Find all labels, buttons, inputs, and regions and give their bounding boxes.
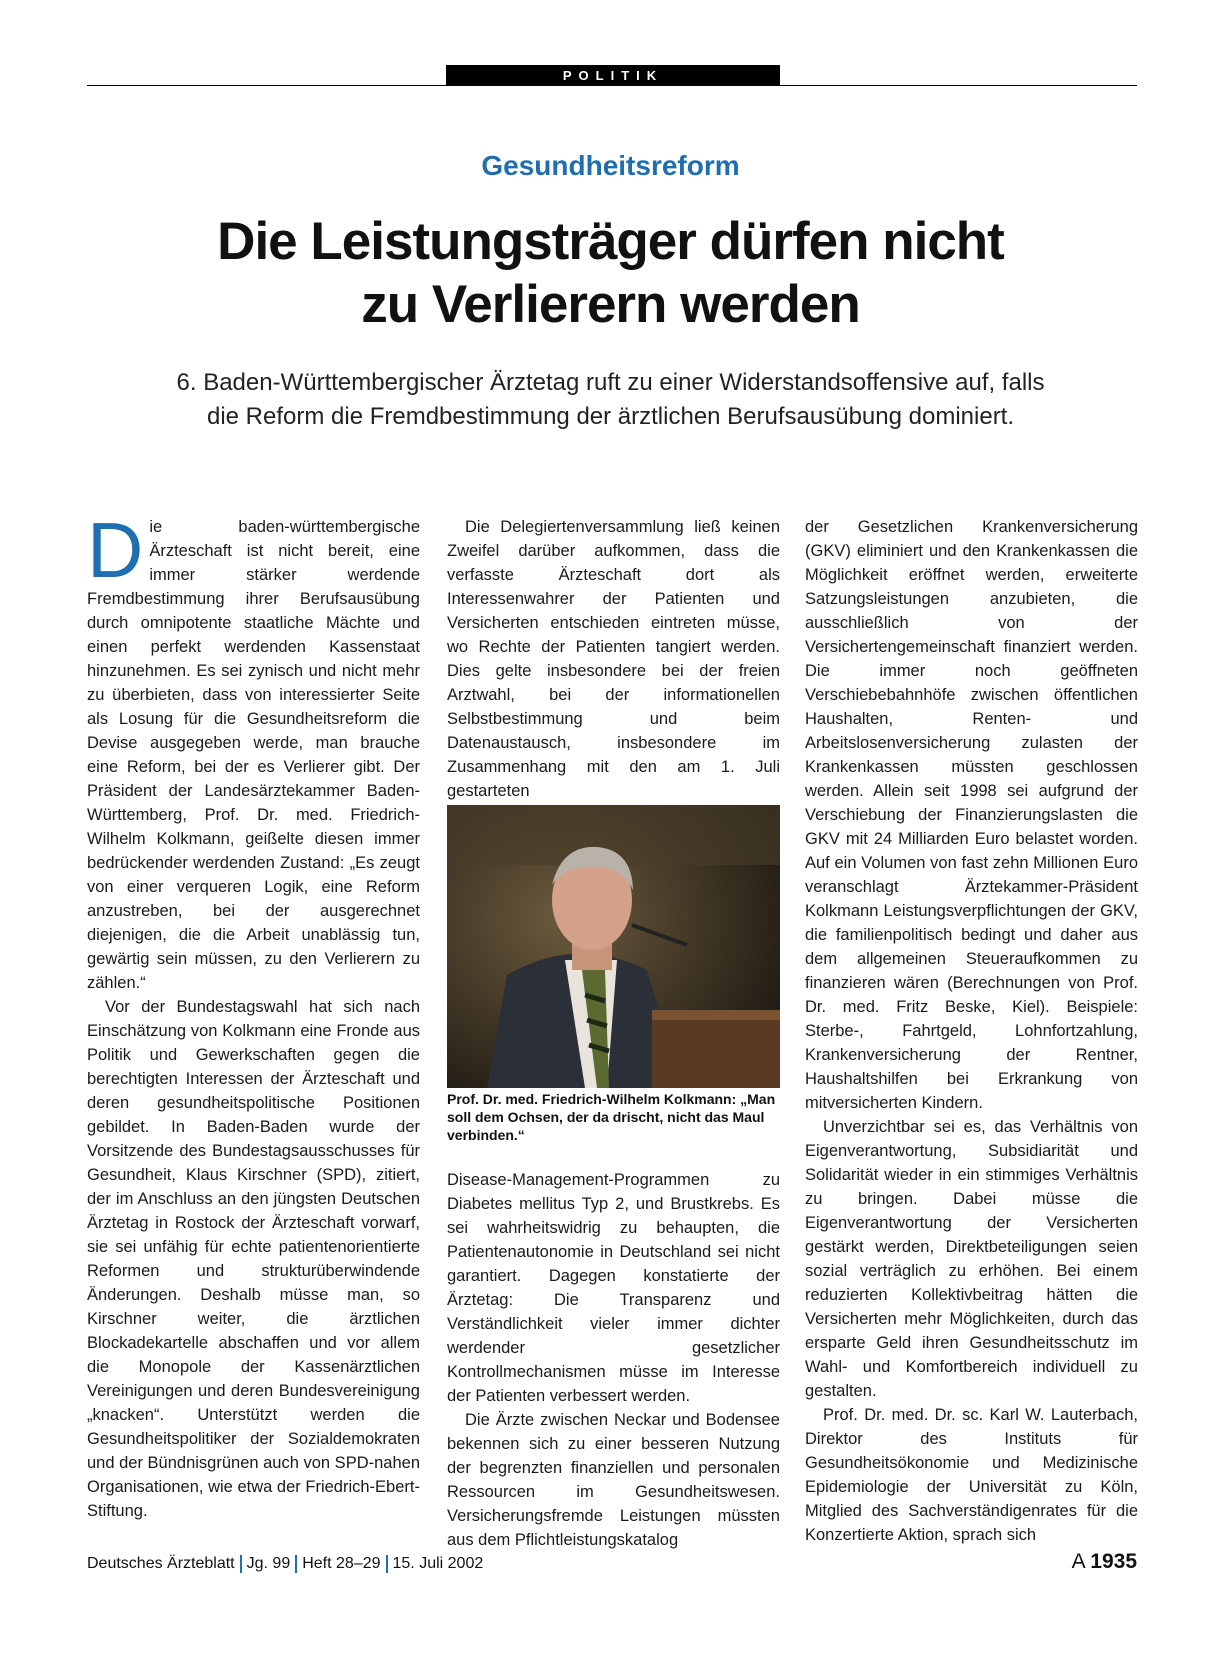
issue: Heft 28–29 (302, 1555, 381, 1573)
article-kicker: Gesundheitsreform (481, 150, 740, 181)
article-title (0, 210, 1221, 336)
footer-citation (87, 1555, 483, 1573)
footer-separator (295, 1555, 297, 1573)
paragraph: Die Delegiertenversammlung ließ keinen Zweifel darüber aufkommen, dass die verfasste Ärzteschaft dort als Interessenwahrer der Patienten und Versicherten entschieden eintreten müsse, wo Rechte der Patienten tangiert werden. Dies gelte insbesondere bei der freien Arztwahl, bei der informationellen Selbstbestimmung und beim Datenaustausch, insbesondere im Zusammenhang mit den am 1. Juli gestarteten (447, 518, 780, 800)
paragraph: Die baden-württembergische Ärzteschaft ist nicht bereit, eine immer stärker werdende Fremdbestimmung ihrer Berufsausübung durch omnipotente staatliche Mächte und einen perfekt werdenden Kassenstaat hinzunehmen. Es sei zynisch und nicht mehr zu überbieten, dass von interessierter Seite als Losung für die Gesundheitsreform die Devise ausgegeben werde, man brauche eine Reform, bei der es Verlierer gibt. Der Präsident der Landesärztekammer Baden-Württemberg, Prof. Dr. med. Friedrich-Wilhelm Kolkmann, geißelte diesen immer bedrückender werdenden Zustand: „Es zeugt von einer verqueren Logik, eine Reform anzustreben, bei der ausgerechnet diejenigen, die die Arbeit unablässig tun, gewärtig sein müssen, zu den Verlierern zu zählen.“ (87, 506, 420, 992)
page-prefix: A (1071, 1550, 1085, 1573)
footer-separator (240, 1555, 242, 1573)
paragraph: der Gesetzlichen Krankenversicherung (GKV) eliminiert und den Krankenkassen die Möglichkeit eröffnet werden, erweiterte Satzungsleistungen anzubieten, die ausschließlich von der Versichertengemeinschaft finanziert werden. Die immer noch geöffneten Verschiebebahnhöfe zwischen öffentlichen Haushalten, Renten- und Arbeitslosenversicherung zulasten der Krankenkassen müssten geschlossen werden. Allein seit 1998 sei aufgrund der Verschiebung der Finanzierungslasten die GKV mit 24 Milliarden Euro belastet worden. Auf ein Volumen von fast zehn Millionen Euro veranschlagt Ärztekammer-Präsident Kolkmann Leistungsverpflichtungen der GKV, die familienpolitisch bedingt und daher aus dem allgemeinen Steueraufkommen zu finanzieren wären (Berechnungen von Prof. Dr. med. Fritz Beske, Kiel). Beispiele: Sterbe-, Fahrtgeld, Lohnfortzahlung, Krankenversicherung der Rentner, Haushaltshilfen bei Erkrankung von mitversicherten Kindern. (805, 518, 1138, 1112)
paragraph: Unverzichtbar sei es, das Verhältnis von Eigenverantwortung, Subsidiarität und Solidarität wieder in ein stimmiges Verhältnis zu bringen. Dabei müsse die Eigenverantwortung der Versicherten gestärkt werden, Direktbeteiligungen seien sozial verträglich zu erhöhen. Bei einem reduzierten Kollektivbeitrag hätten die Versicherten mehr Möglichkeiten, durch das ersparte Geld ihren Gesundheitsschutz im Wahl- und Komfortbereich individuell zu gestalten. (805, 1118, 1138, 1400)
paragraph: Vor der Bundestagswahl hat sich nach Einschätzung von Kolkmann eine Fronde aus Politik und Gewerkschaften gegen die berechtigten Interessen der Ärzteschaft und deren gesundheitspolitische Positionen gebildet. In Baden-Baden wurde der Vorsitzende des Bundestagsausschusses für Gesundheit, Klaus Kirschner (SPD), zitiert, der im Anschluss an den jüngsten Deutschen Ärztetag in Rostock der Ärzteschaft vorwarf, sie sei unfähig für echte patientenorientierte Reformen und strukturüberwindende Änderungen. Deshalb müsse man, so Kirschner weiter, die ärztlichen Blockadekartelle abschaffen und vor allem die Monopole der Kassenärztlichen Vereinigungen und deren Bundesvereinigung „knacken“. Unterstützt werden die Gesundheitspolitiker der Sozialdemokraten und der Bündnisgrünen auch von SPD-nahen Organisationen, wie etwa der Friedrich-Ebert-Stiftung. (87, 998, 420, 1520)
portrait-photo (447, 805, 780, 1088)
article-subtitle: 6. Baden-Württembergischer Ärztetag ruft zu einer Widerstandsoffensive auf, falls die Reform die Fremdbestimmung der ärztlichen Berufsausübung dominiert. (176, 369, 1045, 430)
paragraph: Disease-Management-Programmen zu Diabetes mellitus Typ 2, und Brustkrebs. Es sei wahrheitswidrig zu behaupten, die Patientenautonomie in Deutschland sei nicht garantiert. Dagegen konstatierte der Ärztetag: Die Transparenz und Verständlichkeit vieler immer dichter werdender gesetzlicher Kontrollmechanismen müsse im Interesse der Patienten verbessert werden. (447, 1171, 780, 1405)
text-column-3 (805, 515, 1138, 1555)
date: 15. Juli 2002 (392, 1555, 484, 1573)
text-column-2-top (447, 515, 780, 800)
portrait-illustration (447, 805, 780, 1088)
title-line-1: Die Leistungsträger dürfen nicht (217, 212, 1004, 271)
drop-cap: D (87, 506, 144, 594)
paragraph: Prof. Dr. med. Dr. sc. Karl W. Lauterbach, Direktor des Instituts für Gesundheitsökonomie und Medizinische Epidemiologie der Universität zu Köln, Mitglied des Sachverständigenrates für die Konzertierte Aktion, sprach sich (805, 1406, 1138, 1544)
page-number (1072, 1550, 1137, 1574)
photo-caption: Prof. Dr. med. Friedrich-Wilhelm Kolkmann: „Man soll dem Ochsen, der da drischt, nicht das Maul verbinden.“ (447, 1091, 776, 1143)
page-number-value: 1935 (1090, 1550, 1137, 1573)
journal-name: Deutsches Ärzteblatt (87, 1555, 235, 1573)
section-tag: POLITIK (446, 65, 780, 86)
footer-separator (386, 1555, 388, 1573)
title-line-2: zu Verlierern werden (361, 275, 860, 334)
text-column-1 (87, 506, 420, 1555)
paragraph: Die Ärzte zwischen Neckar und Bodensee bekennen sich zu einer besseren Nutzung der begrenzten finanziellen und personalen Ressourcen im Gesundheitswesen. Versicherungsfremde Leistungen müssten aus dem Pflichtleistungskatalog (447, 1411, 780, 1549)
text-column-2-bottom (447, 1168, 780, 1555)
volume: Jg. 99 (246, 1555, 291, 1573)
